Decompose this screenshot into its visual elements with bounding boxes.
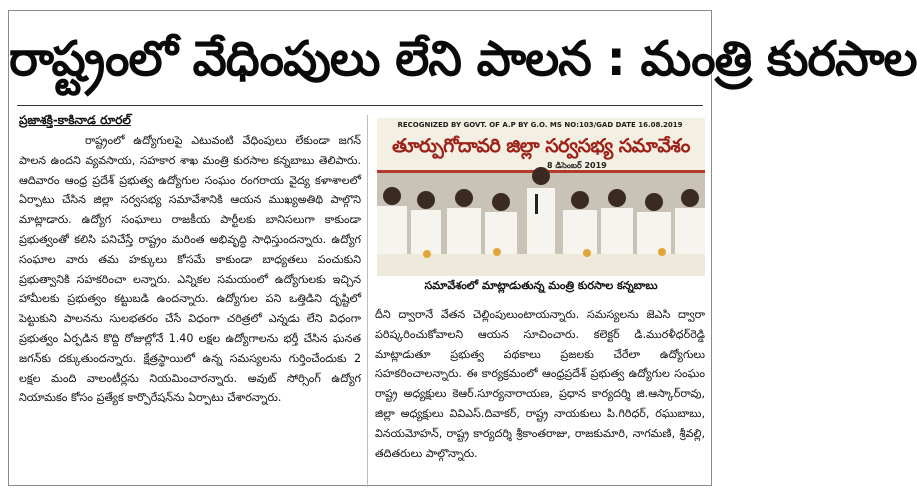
article-body-left-column: రాష్ట్రంలో ఉద్యోగులపై ఎటువంటి వేధింపులు లేకుండా జగన్ పాలన ఉందని వ్యవసాయ, సహకార శాఖ మంత్రి కురసాల కన్నబాబు తెలిపారు. ఆదివారం ఆంధ్ర ప్రదేశ్ ప్రభుత్వ ఉద్యోగుల సంఘం రంగరాయ వైద్య కళాశాలలో ఏర్పాటు చేసిన జిల్లా సర్వసభ్య సమావేశానికి ఆయన ముఖ్యఅతిథి పాల్గొని మాట్లాడారు. ఉద్యోగ సంఘాలు రాజకీయ పార్టీలకు బానిసలుగా కాకుండా ప్రభుత్వంతో కలిసి పనిచేస్తే రాష్ట్రం మరింత అభివృద్ధి సాధిస్తుందన్నారు. ఉద్యోగ సంఘాల వారు తమ హక్కులు కోసమే కాకుండా బాధ్యతలు పంచుకుని ప్రభుత్వానికి సహకరించా లన్నారు. ఎన్నికల సమయంలో ఉద్యోగులకు ఇచ్చిన హామీలకు ప్రభుత్వం కట్టుబడి ఉందన్నారు. ఉద్యోగుల పని ఒత్తిడిని దృష్టిలో పెట్టుకుని పాలనను సులభతరం చేసే విధంగా చరిత్రలో ఎన్నడు లేని విధంగా ప్రభుత్వం ఏర్పడిన కొద్ది రోజుల్లోనే 1.40 లక్షల ఉద్యోగాలను భర్తీ చేసిన ఘనత జగన్‌కు దక్కుతుందన్నారు. క్షేత్రస్థాయిలో ఉన్న సమస్యలను గుర్తించేందుకు 2 లక్షల మంది వాలంటీర్లను నియమించారన్నారు. అవుట్ సోర్సింగ్ ఉద్యోగ నియామకం కోసం ప్రత్యేక కార్పొరేషన్‌ను ఏర్పాటు చేశారన్నారు. (19, 134, 361, 405)
article-dateline: ప్రజాశక్తి-కాకినాడ రూరల్ (19, 113, 131, 127)
photo-banner-date: 8 డిసెంబర్ 2019 (547, 161, 607, 170)
article-body-right-column: దీని ద్వారానే వేతన చెల్లింపులుంటాయన్నారు. సమస్యలను జెఎసి ద్వారా పరిష్కరించుకోవాలని ఆయన సూచించారు. కలెక్టర్ డి.మురళీధర్‌రెడ్డి మాట్లాడుతూ ప్రభుత్వ పథకాలు ప్రజలకు చేరేలా ఉద్యోగులు సహకరించాలన్నారు. ఈ కార్యక్రమంలో ఆంధ్రప్రదేశ్ ప్రభుత్వ ఉద్యోగుల సంఘం రాష్ట్ర అధ్యక్షులు కెఆర్.సూర్యనారాయణ, ప్రధాన కార్యదర్శి జి.ఆస్కార్‌రావు, జిల్లా అధ్యక్షులు వివిఎస్.దివాకర్, రాష్ట్ర నాయకులు పి.గిరిధర్, రఘుబాబు, వినయమోహన్, రాష్ట్ర కార్యదర్శి శ్రీకాంతరాజు, రాజకుమారి, నాగమణి, శ్రీవల్లి, తదితరులు పాల్గొన్నారు. (375, 308, 705, 460)
photo-recognized-banner-text: RECOGNIZED BY GOVT. OF A.P BY G.O. MS NO:103/GAD DATE 16.08.2019 (397, 121, 683, 129)
article-photo (377, 118, 705, 276)
column-divider (367, 115, 368, 487)
headline-rule (17, 105, 703, 106)
photo-caption: సమావేశంలో మాట్లాడుతున్న మంత్రి కురసాల కన్నబాబు (424, 279, 658, 292)
photo-meeting-banner-text: తూర్పుగోదావరి జిల్లా సర్వసభ్య సమావేశం (392, 135, 690, 157)
article-headline: రాష్ట్రంలో వేధింపులు లేని పాలన : మంత్రి కురసాల (9, 31, 917, 87)
newspaper-clipping (8, 10, 917, 486)
